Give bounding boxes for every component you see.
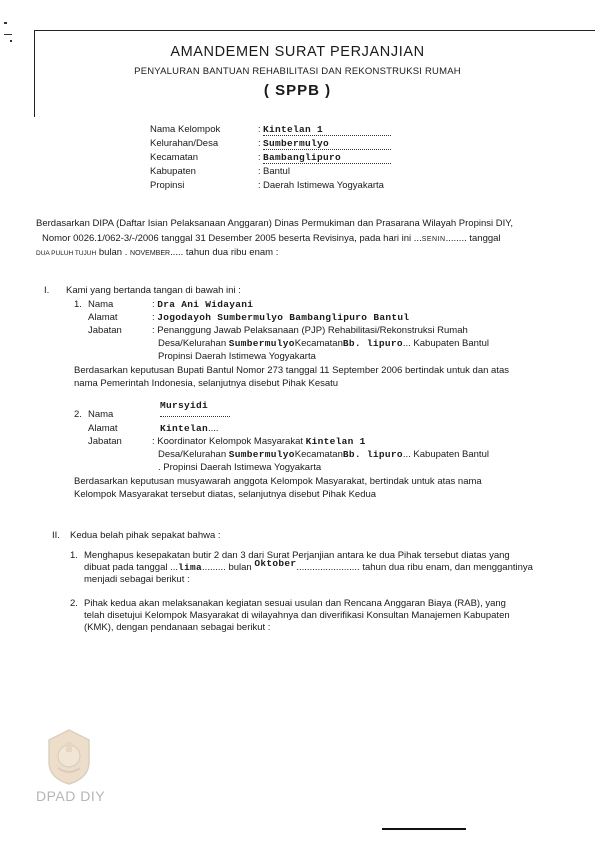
info-row-nama-kelompok: Nama Kelompok : Kintelan 1 — [150, 124, 450, 138]
info-row-kabupaten: Kabupaten : Bantul — [150, 166, 290, 177]
watermark: DPAD DIY — [36, 788, 106, 804]
party-2-position: : Koordinator Kelompok Masyarakat — [152, 436, 304, 447]
info-row-kelurahan: Kelurahan/Desa : Sumbermulyo — [150, 138, 450, 152]
info-value-propinsi: Daerah Istimewa Yogyakarta — [263, 180, 384, 191]
intro-line-2: Nomor 0026.1/062-3/-/2006 tanggal 31 Desember 2005 beserta Revisinya, pada hari ini ...SENIN........ tanggal — [42, 233, 501, 244]
group-info — [150, 124, 450, 194]
intro-line-1: Berdasarkan DIPA (Daftar Isian Pelaksanaan Anggaran) Dinas Permukiman dan Prasarana Wilayah Propinsi DIY, — [36, 218, 514, 229]
info-value-kelurahan: Sumbermulyo — [263, 138, 391, 150]
party-2-basis-1: Berdasarkan keputusan musyawarah anggota Kelompok Masyarakat, bertindak untuk atas nama — [74, 476, 482, 487]
item-1-date: lima — [178, 562, 203, 573]
party-1-desa: Sumbermulyo — [228, 338, 295, 349]
party-1-basis-2: nama Pemerintah Indonesia, selanjutnya disebut Pihak Kesatu — [74, 378, 339, 389]
scan-mark — [4, 22, 7, 24]
party-1-position: : Penanggung Jawab Pelaksanaan (PJP) Rehabilitasi/Rekonstruksi Rumah — [152, 325, 468, 336]
party-2-basis-2: Kelompok Masyarakat tersebut diatas, selanjutnya disebut Pihak Kedua — [74, 489, 377, 500]
info-value-kabupaten: Bantul — [263, 166, 290, 177]
item-1-month: Oktober — [254, 558, 297, 569]
document-title: AMANDEMEN SURAT PERJANJIAN — [170, 44, 425, 60]
party-2: Mursyidi 2. Nama Alamat Kintelan.... Jabatan : Koordinator Kelompok Masyarakat Kintelan 1 Desa/Kelurahan SumbermulyoKecamatanBb. lipuro... Kabupaten Bantul . Propinsi Daerah Istimewa Yogyakarta Berdasarkan keputusan musyawarah anggota Kelompok Masyarakat, bertindak untuk atas nama Kelompok Masyarakat tersebut diatas, selanjutnya disebut Pihak Kedua — [74, 400, 574, 502]
info-row-propinsi: Propinsi : Daerah Istimewa Yogyakarta — [150, 180, 384, 191]
party-2-desa: Sumbermulyo — [228, 449, 295, 460]
info-value-kecamatan: Bambanglipuro — [263, 152, 391, 164]
section-2-heading: II. Kedua belah pihak sepakat bahwa : — [52, 530, 221, 541]
document-code: ( SPPB ) — [263, 82, 332, 99]
party-1: 1. Nama : Dra Ani Widayani Alamat : Jogodayoh Sumbermulyo Bambanglipuro Bantul Jabatan : Penanggung Jawab Pelaksanaan (PJP) Rehabilitasi/Rekonstruksi Rumah Desa/Kelurahan SumbermulyoKecamatanBb. lipuro... Kabupaten Bantul Propinsi Daerah Istimewa Yogyakarta Berdasarkan keputusan Bupati Bantul Nomor 273 tanggal 11 September 2006 bertindak untuk dan atas nama Pemerintah Indonesia, selanjutnya disebut Pihak Kesatu — [74, 299, 574, 391]
scan-mark — [4, 34, 12, 35]
intro-line-3: DUA PULUH TUJUH bulan . NOVEMBER..... tahun dua ribu enam : — [36, 247, 279, 258]
party-2-group: Kintelan 1 — [305, 436, 366, 447]
info-value-nama-kelompok: Kintelan 1 — [263, 124, 391, 136]
emblem-icon — [44, 728, 94, 786]
info-row-kecamatan: Kecamatan : Bambanglipuro — [150, 152, 450, 166]
party-2-kecamatan: Bb. lipuro — [342, 449, 403, 460]
party-1-address: Jogodayoh Sumbermulyo Bambanglipuro Bantul — [157, 312, 410, 323]
section-2-item-1: 1. Menghapus kesepakatan butir 2 dan 3 dari Surat Perjanjian antara ke dua Pihak tersebut diatas yang dibuat pada tanggal ...lima......... bulan Oktober........................ tahun dua ribu enam, dan menggantinya menjadi sebagai berikut : — [70, 550, 533, 585]
document-subtitle: PENYALURAN BANTUAN REHABILITASI DAN REKONSTRUKSI RUMAH — [134, 66, 461, 77]
intro-month: NOVEMBER — [130, 250, 171, 257]
party-1-basis-1: Berdasarkan keputusan Bupati Bantul Nomor 273 tanggal 11 September 2006 bertindak untuk dan atas — [74, 365, 510, 376]
party-1-name: Dra Ani Widayani — [157, 299, 254, 310]
party-2-name: Mursyidi — [160, 400, 209, 411]
intro-date: DUA PULUH TUJUH — [36, 250, 97, 257]
scan-mark — [10, 40, 12, 42]
party-1-kecamatan: Bb. lipuro — [342, 338, 403, 349]
section-2-item-2: 2. Pihak kedua akan melaksanakan kegiatan sesuai usulan dan Rencana Anggaran Biaya (RAB), yang telah disetujui Kelompok Masyarakat di wilayahnya dan diverifikasi Konsultan Manajemen Kabupaten (KMK), dengan pendanaan sebagai berikut : — [70, 598, 510, 633]
party-2-address: Kintelan — [160, 423, 209, 434]
section-1-heading: I. Kami yang bertanda tangan di bawah ini : — [44, 285, 241, 296]
intro-day: SENIN — [421, 236, 446, 243]
signature-line — [382, 828, 466, 830]
